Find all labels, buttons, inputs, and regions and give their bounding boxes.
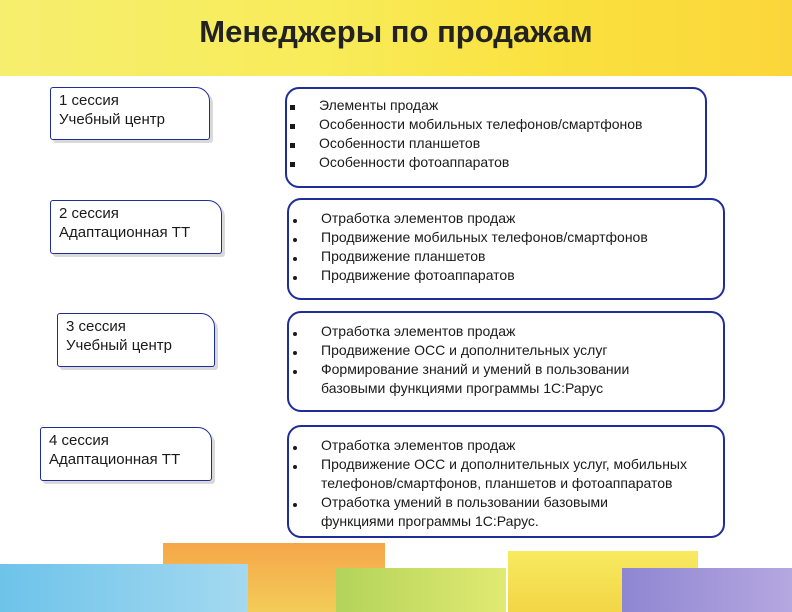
list-item: Особенности фотоаппаратов [290,153,699,172]
list-item: Продвижение планшетов [292,247,719,266]
session-label-3 [57,313,215,367]
list-item: Отработка элементов продаж [292,436,717,455]
session-number: 4 сессия [49,432,109,449]
session-number: 1 сессия [59,92,119,109]
session-number: 3 сессия [66,318,126,335]
bullet-icon [293,238,297,242]
session-content-4 [287,425,725,538]
list-item: Формирование знаний и умений в пользовании базовыми функциями программы 1С:Рарус [292,360,717,398]
list-item: Элементы продаж [290,96,699,115]
decor-purple-block [622,568,792,612]
bullet-icon [293,219,297,223]
session-content-3 [287,311,725,412]
square-bullet-icon [290,162,295,167]
list-item: Отработка умений в пользовании базовыми функциями программы 1С:Рарус. [292,493,717,531]
list-item: Продвижение ОСС и дополнительных услуг [292,341,717,360]
bullet-icon [293,257,297,261]
bullet-icon [293,332,297,336]
bullet-icon [293,503,297,507]
list-item: Особенности мобильных телефонов/смартфонов [290,115,699,134]
list-item: Продвижение фотоаппаратов [292,266,719,285]
bullet-icon [293,276,297,280]
session-label-4 [40,427,212,481]
session-place: Учебный центр [66,337,172,354]
list-item: Продвижение ОСС и дополнительных услуг, мобильных телефонов/смартфонов, планшетов и фотоаппаратов [292,455,717,493]
decor-blue-block [0,564,248,612]
bullet-icon [293,351,297,355]
session-label-2 [50,200,222,254]
session-content-1 [285,87,707,188]
list-item: Особенности планшетов [290,134,699,153]
square-bullet-icon [290,105,295,110]
square-bullet-icon [290,143,295,148]
list-item: Продвижение мобильных телефонов/смартфонов [292,228,719,247]
bullet-icon [293,370,297,374]
session-place: Учебный центр [59,111,165,128]
session-place: Адаптационная ТТ [59,224,191,241]
list-item: Отработка элементов продаж [292,209,719,228]
decor-green-block [336,568,506,612]
session-content-2 [287,198,725,300]
bullet-icon [293,446,297,450]
session-label-1 [50,87,210,140]
list-item: Отработка элементов продаж [292,322,717,341]
page-title: Менеджеры по продажам [199,14,593,49]
session-place: Адаптационная ТТ [49,451,181,468]
session-number: 2 сессия [59,205,119,222]
square-bullet-icon [290,124,295,129]
bullet-icon [293,465,297,469]
